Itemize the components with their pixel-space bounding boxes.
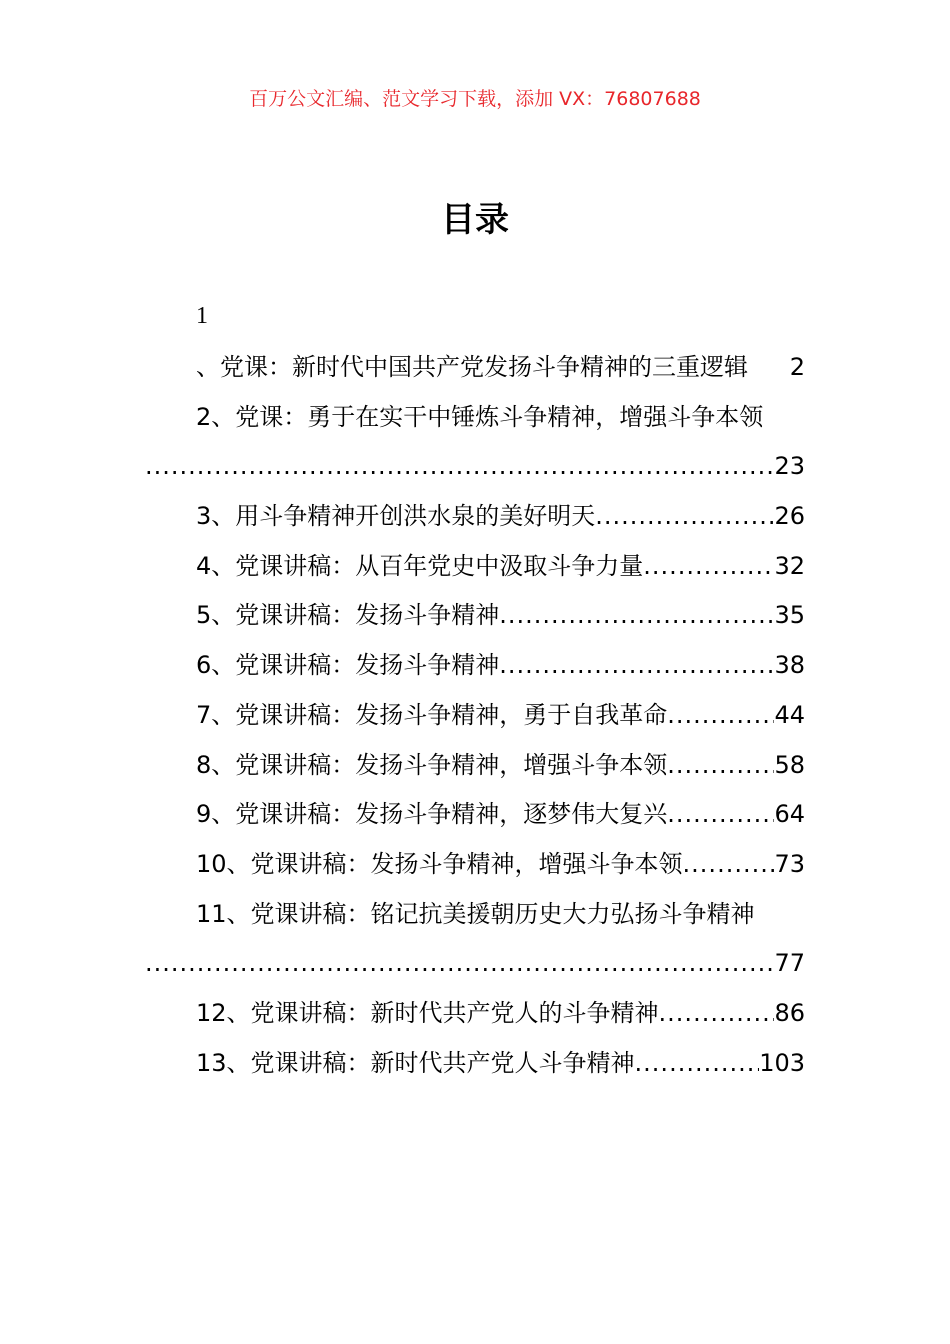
dot-leader — [145, 442, 774, 492]
toc-entry-title: 、党课：新时代中国共产党发扬斗争精神的三重逻辑 — [196, 353, 748, 381]
toc-entry-page: 38 — [774, 651, 805, 680]
toc-entry-title: 2、党课：勇于在实干中锤炼斗争精神，增强斗争本领 — [196, 402, 764, 431]
dot-leader — [635, 1039, 760, 1089]
toc-entry[interactable] — [145, 890, 805, 940]
toc-entry-title: 10、党课讲稿：发扬斗争精神，增强斗争本领 — [196, 849, 683, 878]
toc-entry[interactable] — [145, 989, 805, 1039]
toc-entry[interactable] — [145, 641, 805, 691]
toc-entry-title: 5、党课讲稿：发扬斗争精神 — [196, 601, 500, 630]
toc-entry-title: 13、党课讲稿：新时代共产党人斗争精神 — [196, 1048, 635, 1077]
toc-entry-title: 4、党课讲稿：从百年党史中汲取斗争力量 — [196, 551, 644, 580]
toc-entry[interactable] — [145, 840, 805, 890]
dot-leader — [667, 790, 774, 840]
stray-number: 1 — [196, 303, 208, 329]
toc-entry-page: 103 — [759, 1048, 805, 1077]
toc-entry-page: 64 — [774, 800, 805, 829]
toc-entry-page: 73 — [774, 849, 805, 878]
toc-entry-continuation[interactable] — [145, 442, 805, 492]
toc-entry-page: 23 — [774, 452, 805, 481]
toc-entry-page: 77 — [774, 949, 805, 978]
dot-leader — [643, 542, 774, 592]
toc-entry-page: 32 — [774, 551, 805, 580]
toc-entry[interactable] — [145, 393, 805, 443]
toc-entry-page: 58 — [774, 750, 805, 779]
toc-entry-title: 12、党课讲稿：新时代共产党人的斗争精神 — [196, 998, 659, 1027]
toc-entry-page: 2 — [789, 353, 805, 381]
toc-entry[interactable] — [145, 790, 805, 840]
dot-leader — [595, 492, 774, 542]
dot-leader — [659, 989, 775, 1039]
dot-leader — [499, 591, 774, 641]
toc-entry[interactable] — [145, 492, 805, 542]
toc-entry-title: 8、党课讲稿：发扬斗争精神，增强斗争本领 — [196, 750, 668, 779]
toc-entry[interactable] — [145, 691, 805, 741]
dot-leader — [145, 939, 774, 989]
toc-entry-page: 44 — [774, 700, 805, 729]
toc-entry[interactable] — [145, 591, 805, 641]
toc-entry-page: 86 — [774, 998, 805, 1027]
toc-entry[interactable] — [145, 1039, 805, 1089]
dot-leader — [683, 840, 775, 890]
toc-entry-continuation[interactable] — [145, 939, 805, 989]
toc-entry-title: 3、用斗争精神开创洪水泉的美好明天 — [196, 502, 596, 531]
dot-leader — [667, 741, 774, 791]
dot-leader — [667, 691, 774, 741]
toc-entry-title: 9、党课讲稿：发扬斗争精神，逐梦伟大复兴 — [196, 800, 668, 829]
toc-entry[interactable] — [145, 542, 805, 592]
toc-entry-page: 26 — [774, 502, 805, 531]
table-of-contents — [145, 343, 805, 1088]
toc-entry[interactable] — [145, 343, 805, 393]
watermark-banner: 百万公文汇编、范文学习下载，添加 VX：76807688 — [249, 88, 701, 110]
toc-entry[interactable] — [145, 741, 805, 791]
toc-entry-title: 11、党课讲稿：铭记抗美援朝历史大力弘扬斗争精神 — [196, 899, 755, 928]
toc-entry-page: 35 — [774, 601, 805, 630]
toc-entry-title: 7、党课讲稿：发扬斗争精神，勇于自我革命 — [196, 700, 668, 729]
dot-leader — [499, 641, 774, 691]
page-title: 目录 — [441, 200, 509, 240]
toc-entry-title: 6、党课讲稿：发扬斗争精神 — [196, 651, 500, 680]
